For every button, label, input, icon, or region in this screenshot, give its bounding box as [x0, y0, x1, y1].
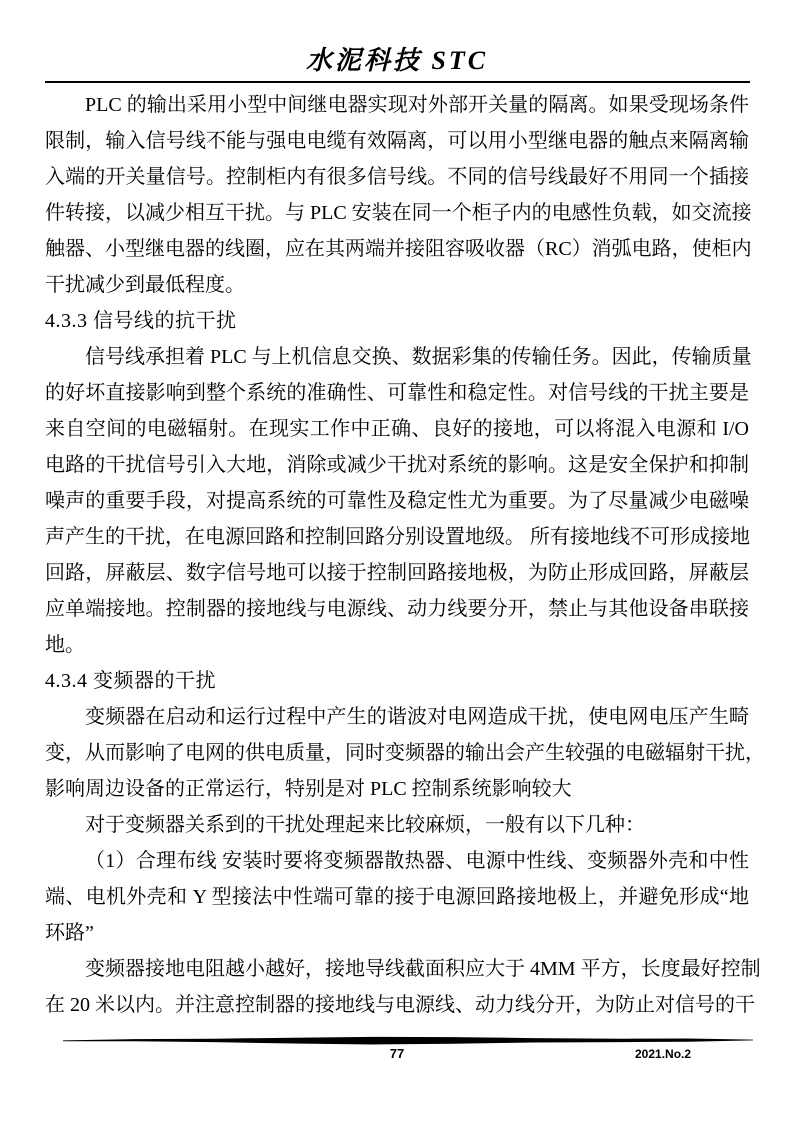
section-heading-text: 4.3.3 信号线的抗干扰	[45, 310, 237, 332]
body-line: 触器、小型继电器的线圈，应在其两端并接阻容吸收器（RC）消弧电路，使柜内	[45, 238, 752, 260]
body-line: 地。	[45, 634, 85, 656]
section-heading	[45, 303, 749, 339]
issue-label: 2021.No.2	[635, 1047, 692, 1061]
document-body	[45, 87, 765, 1023]
body-line: 变频器在启动和运行过程中产生的谐波对电网造成干扰，使电网电压产生畸	[85, 706, 749, 728]
journal-title: 水泥科技 STC	[305, 46, 489, 75]
footer-rule	[63, 1036, 753, 1046]
body-line: 干扰减少到最低程度。	[45, 274, 245, 296]
body-line: （1）合理布线 安装时要将变频器散热器、电源中性线、变频器外壳和中性	[85, 850, 749, 872]
body-line: 入端的开关量信号。控制柜内有很多信号线。不同的信号线最好不用同一个插接	[45, 166, 749, 188]
body-line: PLC 的输出采用小型中间继电器实现对外部开关量的隔离。如果受现场条件	[85, 94, 749, 116]
paragraph	[45, 843, 749, 951]
body-line: 电路的干扰信号引入大地，消除或减少干扰对系统的影响。这是安全保护和抑制	[45, 454, 749, 476]
body-line: 应单端接地。控制器的接地线与电源线、动力线要分开，禁止与其他设备串联接	[45, 598, 749, 620]
paragraph	[45, 87, 752, 303]
paragraph	[45, 699, 765, 807]
paragraph	[45, 951, 761, 1023]
body-line: 信号线承担着 PLC 与上机信息交换、数据彩集的传输任务。因此，传输质量	[85, 346, 752, 368]
header-rule	[45, 81, 750, 83]
section-heading	[45, 663, 749, 699]
body-line: 变频器接地电阻越小越好，接地导线截面积应大于 4MM 平方，长度最好控制	[85, 958, 761, 980]
body-line: 噪声的重要手段，对提高系统的可靠性及稳定性尤为重要。为了尽量减少电磁噪	[45, 490, 749, 512]
body-line: 影响周边设备的正常运行，特别是对 PLC 控制系统影响较大	[45, 778, 572, 800]
body-line: 在 20 米以内。并注意控制器的接地线与电源线、动力线分开，为防止对信号的干	[45, 994, 755, 1016]
section-heading-text: 4.3.4 变频器的干扰	[45, 670, 216, 692]
body-line: 对于变频器关系到的干扰处理起来比较麻烦，一般有以下几种：	[85, 814, 645, 836]
body-line: 环路”	[45, 922, 94, 944]
body-line: 来自空间的电磁辐射。在现实工作中正确、良好的接地，可以将混入电源和 I/O	[45, 418, 749, 440]
body-line: 的好坏直接影响到整个系统的准确性、可靠性和稳定性。对信号线的干扰主要是	[45, 382, 749, 404]
page-number: 77	[389, 1046, 405, 1061]
body-line: 声产生的干扰，在电源回路和控制回路分别设置地级。 所有接地线不可形成接地	[45, 526, 750, 548]
body-line: 件转接，以减少相互干扰。与 PLC 安装在同一个柜子内的电感性负载，如交流接	[45, 202, 752, 224]
paragraph	[45, 807, 749, 843]
body-line: 回路，屏蔽层、数字信号地可以接于控制回路接地极，为防止形成回路，屏蔽层	[45, 562, 749, 584]
body-line: 限制，输入信号线不能与强电电缆有效隔离，可以用小型继电器的触点来隔离输	[45, 130, 749, 152]
body-line: 端、电机外壳和 Y 型接法中性端可靠的接于电源回路接地极上，并避免形成“地	[45, 886, 749, 908]
body-line: 变，从而影响了电网的供电质量，同时变频器的输出会产生较强的电磁辐射干扰，	[45, 742, 765, 764]
paragraph	[45, 339, 752, 663]
